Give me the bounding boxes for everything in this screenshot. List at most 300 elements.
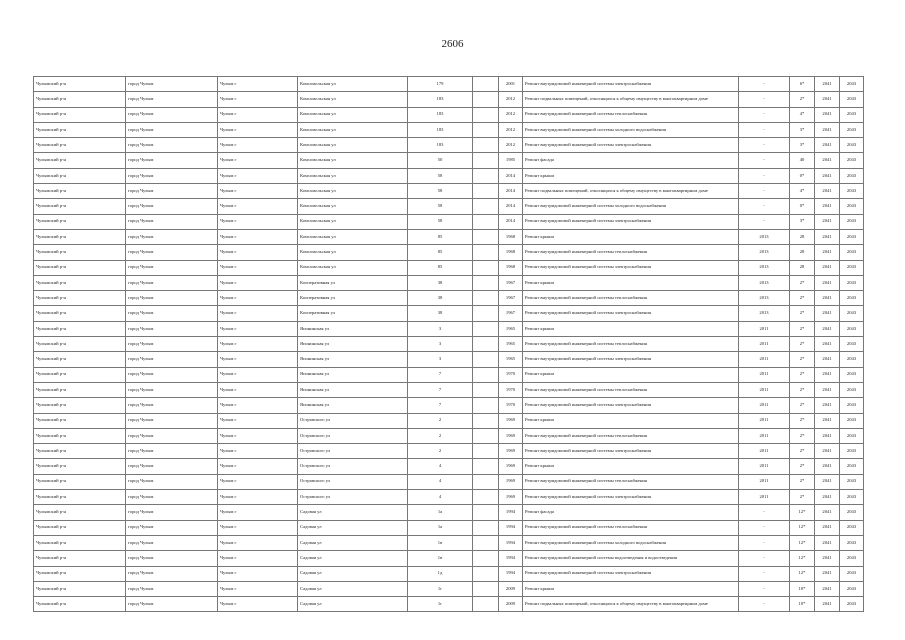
settlement-cell: город Чулым: [126, 199, 218, 214]
plan-start-cell: 2041: [815, 352, 840, 367]
locality-cell: Чулым г: [218, 291, 298, 306]
table-row: [34, 367, 864, 382]
district-cell: Чулымский р-н: [34, 122, 126, 137]
house-number-cell: 7: [408, 367, 473, 382]
district-cell: Чулымский р-н: [34, 551, 126, 566]
locality-cell: Чулым г: [218, 275, 298, 290]
district-cell: Чулымский р-н: [34, 199, 126, 214]
wear-cell: 2*: [790, 337, 815, 352]
plan-end-cell: 2043: [840, 92, 864, 107]
table-row: [34, 184, 864, 199]
plan-start-cell: 2041: [815, 505, 840, 520]
locality-cell: Чулым г: [218, 199, 298, 214]
street-cell: Японинская ул: [298, 352, 408, 367]
table-row: [34, 122, 864, 137]
work-type-cell: Ремонт крыши: [523, 229, 739, 244]
district-cell: Чулымский р-н: [34, 428, 126, 443]
table-row: [34, 566, 864, 581]
house-number-cell: 179: [408, 77, 473, 92]
empty-cell: [473, 275, 499, 290]
last-repair-year-cell: 2013: [739, 306, 790, 321]
settlement-cell: город Чулым: [126, 107, 218, 122]
work-type-cell: Ремонт внутридомовой инженерной системы теплоснабжения: [523, 291, 739, 306]
empty-cell: [473, 597, 499, 612]
district-cell: Чулымский р-н: [34, 597, 126, 612]
wear-cell: 2*: [790, 275, 815, 290]
house-number-cell: 58: [408, 199, 473, 214]
house-number-cell: 85: [408, 229, 473, 244]
settlement-cell: город Чулым: [126, 597, 218, 612]
wear-cell: 10*: [790, 597, 815, 612]
work-type-cell: Ремонт подвальных помещений, относящихся к общему имуществу в многоквартирном доме: [523, 184, 739, 199]
table-row: [34, 92, 864, 107]
settlement-cell: город Чулым: [126, 581, 218, 596]
house-number-cell: 1а: [408, 505, 473, 520]
plan-end-cell: 2043: [840, 352, 864, 367]
empty-cell: [473, 551, 499, 566]
table-row: [34, 597, 864, 612]
locality-cell: Чулым г: [218, 306, 298, 321]
house-number-cell: 1в: [408, 535, 473, 550]
wear-cell: 3*: [790, 214, 815, 229]
house-number-cell: 183: [408, 107, 473, 122]
plan-end-cell: 2043: [840, 490, 864, 505]
district-cell: Чулымский р-н: [34, 153, 126, 168]
table-row: [34, 275, 864, 290]
build-year-cell: 2014: [499, 184, 523, 199]
work-type-cell: Ремонт крыши: [523, 581, 739, 596]
empty-cell: [473, 474, 499, 489]
table-row: [34, 382, 864, 397]
table-row: [34, 229, 864, 244]
plan-start-cell: 2041: [815, 245, 840, 260]
plan-end-cell: 2043: [840, 535, 864, 550]
plan-start-cell: 2041: [815, 398, 840, 413]
work-type-cell: Ремонт внутридомовой инженерной системы теплоснабжения: [523, 107, 739, 122]
house-number-cell: 183: [408, 138, 473, 153]
plan-start-cell: 2041: [815, 107, 840, 122]
plan-start-cell: 2041: [815, 490, 840, 505]
last-repair-year-cell: 2011: [739, 474, 790, 489]
plan-start-cell: 2041: [815, 551, 840, 566]
house-number-cell: 38: [408, 275, 473, 290]
house-number-cell: 7: [408, 398, 473, 413]
build-year-cell: 1970: [499, 382, 523, 397]
settlement-cell: город Чулым: [126, 459, 218, 474]
wear-cell: 2*: [790, 413, 815, 428]
wear-cell: 6*: [790, 77, 815, 92]
table-row: [34, 428, 864, 443]
build-year-cell: 2001: [499, 77, 523, 92]
street-cell: Японинская ул: [298, 321, 408, 336]
build-year-cell: 2012: [499, 122, 523, 137]
plan-start-cell: 2041: [815, 229, 840, 244]
last-repair-year-cell: 2013: [739, 245, 790, 260]
house-number-cell: 50: [408, 153, 473, 168]
plan-end-cell: 2043: [840, 597, 864, 612]
last-repair-year-cell: -: [739, 138, 790, 153]
settlement-cell: город Чулым: [126, 92, 218, 107]
district-cell: Чулымский р-н: [34, 77, 126, 92]
street-cell: Комсомольская ул: [298, 229, 408, 244]
locality-cell: Чулым г: [218, 428, 298, 443]
empty-cell: [473, 535, 499, 550]
wear-cell: 4*: [790, 184, 815, 199]
wear-cell: 12*: [790, 505, 815, 520]
empty-cell: [473, 138, 499, 153]
work-type-cell: Ремонт внутридомовой инженерной системы электроснабжения: [523, 566, 739, 581]
table-row: [34, 413, 864, 428]
empty-cell: [473, 199, 499, 214]
district-cell: Чулымский р-н: [34, 490, 126, 505]
plan-end-cell: 2043: [840, 199, 864, 214]
locality-cell: Чулым г: [218, 214, 298, 229]
work-type-cell: Ремонт крыши: [523, 367, 739, 382]
work-type-cell: Ремонт крыши: [523, 459, 739, 474]
last-repair-year-cell: 2011: [739, 398, 790, 413]
wear-cell: 2*: [790, 398, 815, 413]
plan-start-cell: 2041: [815, 153, 840, 168]
locality-cell: Чулым г: [218, 490, 298, 505]
plan-start-cell: 2041: [815, 535, 840, 550]
locality-cell: Чулым г: [218, 382, 298, 397]
street-cell: Островского ул: [298, 490, 408, 505]
build-year-cell: 1994: [499, 520, 523, 535]
house-number-cell: 2: [408, 444, 473, 459]
district-cell: Чулымский р-н: [34, 229, 126, 244]
build-year-cell: 1970: [499, 367, 523, 382]
table-row: [34, 138, 864, 153]
last-repair-year-cell: 2011: [739, 444, 790, 459]
settlement-cell: город Чулым: [126, 229, 218, 244]
plan-start-cell: 2041: [815, 122, 840, 137]
settlement-cell: город Чулым: [126, 535, 218, 550]
empty-cell: [473, 153, 499, 168]
work-type-cell: Ремонт внутридомовой инженерной системы теплоснабжения: [523, 337, 739, 352]
wear-cell: 12*: [790, 551, 815, 566]
plan-end-cell: 2043: [840, 520, 864, 535]
wear-cell: 2*: [790, 428, 815, 443]
plan-start-cell: 2041: [815, 291, 840, 306]
district-cell: Чулымский р-н: [34, 352, 126, 367]
table-row: [34, 520, 864, 535]
empty-cell: [473, 337, 499, 352]
table-row: [34, 77, 864, 92]
empty-cell: [473, 229, 499, 244]
table-row: [34, 107, 864, 122]
empty-cell: [473, 444, 499, 459]
house-number-cell: 1д: [408, 566, 473, 581]
wear-cell: 12*: [790, 535, 815, 550]
plan-end-cell: 2043: [840, 214, 864, 229]
plan-end-cell: 2043: [840, 229, 864, 244]
plan-end-cell: 2043: [840, 566, 864, 581]
work-type-cell: Ремонт внутридомовой инженерной системы теплоснабжения: [523, 382, 739, 397]
house-number-cell: 58: [408, 214, 473, 229]
house-number-cell: 3: [408, 337, 473, 352]
build-year-cell: 1969: [499, 444, 523, 459]
house-number-cell: 58: [408, 184, 473, 199]
table-row: [34, 306, 864, 321]
house-number-cell: 1в: [408, 551, 473, 566]
wear-cell: 12*: [790, 566, 815, 581]
settlement-cell: город Чулым: [126, 260, 218, 275]
locality-cell: Чулым г: [218, 551, 298, 566]
house-number-cell: 3: [408, 352, 473, 367]
table-row: [34, 199, 864, 214]
last-repair-year-cell: -: [739, 581, 790, 596]
plan-end-cell: 2043: [840, 77, 864, 92]
work-type-cell: Ремонт внутридомовой инженерной системы электроснабжения: [523, 490, 739, 505]
plan-end-cell: 2043: [840, 245, 864, 260]
locality-cell: Чулым г: [218, 321, 298, 336]
empty-cell: [473, 214, 499, 229]
street-cell: Комсомольская ул: [298, 214, 408, 229]
last-repair-year-cell: -: [739, 597, 790, 612]
district-cell: Чулымский р-н: [34, 367, 126, 382]
empty-cell: [473, 245, 499, 260]
house-number-cell: 85: [408, 245, 473, 260]
street-cell: Островского ул: [298, 444, 408, 459]
district-cell: Чулымский р-н: [34, 92, 126, 107]
locality-cell: Чулым г: [218, 505, 298, 520]
locality-cell: Чулым г: [218, 474, 298, 489]
last-repair-year-cell: 2013: [739, 291, 790, 306]
last-repair-year-cell: 2011: [739, 413, 790, 428]
settlement-cell: город Чулым: [126, 184, 218, 199]
empty-cell: [473, 413, 499, 428]
house-number-cell: 1а: [408, 520, 473, 535]
locality-cell: Чулым г: [218, 352, 298, 367]
wear-cell: 28: [790, 229, 815, 244]
plan-end-cell: 2043: [840, 275, 864, 290]
table-row: [34, 581, 864, 596]
street-cell: Садовая ул: [298, 535, 408, 550]
district-cell: Чулымский р-н: [34, 382, 126, 397]
empty-cell: [473, 367, 499, 382]
work-type-cell: Ремонт подвальных помещений, относящихся к общему имуществу в многоквартирном доме: [523, 92, 739, 107]
empty-cell: [473, 77, 499, 92]
empty-cell: [473, 490, 499, 505]
plan-end-cell: 2043: [840, 321, 864, 336]
plan-end-cell: 2043: [840, 260, 864, 275]
empty-cell: [473, 520, 499, 535]
locality-cell: Чулым г: [218, 581, 298, 596]
plan-start-cell: 2041: [815, 168, 840, 183]
last-repair-year-cell: 2011: [739, 337, 790, 352]
street-cell: Японинская ул: [298, 382, 408, 397]
empty-cell: [473, 260, 499, 275]
street-cell: Комсомольская ул: [298, 77, 408, 92]
wear-cell: 28: [790, 245, 815, 260]
settlement-cell: город Чулым: [126, 214, 218, 229]
settlement-cell: город Чулым: [126, 275, 218, 290]
build-year-cell: 1969: [499, 459, 523, 474]
house-number-cell: 38: [408, 291, 473, 306]
empty-cell: [473, 122, 499, 137]
work-type-cell: Ремонт внутридомовой инженерной системы электроснабжения: [523, 398, 739, 413]
locality-cell: Чулым г: [218, 597, 298, 612]
build-year-cell: 1965: [499, 337, 523, 352]
empty-cell: [473, 382, 499, 397]
settlement-cell: город Чулым: [126, 428, 218, 443]
house-number-cell: 1г: [408, 597, 473, 612]
work-type-cell: Ремонт внутридомовой инженерной системы электроснабжения: [523, 138, 739, 153]
plan-start-cell: 2041: [815, 321, 840, 336]
empty-cell: [473, 92, 499, 107]
last-repair-year-cell: 2011: [739, 428, 790, 443]
settlement-cell: город Чулым: [126, 474, 218, 489]
plan-start-cell: 2041: [815, 428, 840, 443]
street-cell: Кооперативная ул: [298, 306, 408, 321]
plan-start-cell: 2041: [815, 520, 840, 535]
house-number-cell: 7: [408, 382, 473, 397]
district-cell: Чулымский р-н: [34, 138, 126, 153]
empty-cell: [473, 306, 499, 321]
house-number-cell: 2: [408, 413, 473, 428]
settlement-cell: город Чулым: [126, 398, 218, 413]
locality-cell: Чулым г: [218, 367, 298, 382]
plan-start-cell: 2041: [815, 566, 840, 581]
district-cell: Чулымский р-н: [34, 245, 126, 260]
plan-end-cell: 2043: [840, 138, 864, 153]
table-row: [34, 505, 864, 520]
last-repair-year-cell: -: [739, 168, 790, 183]
table-row: [34, 535, 864, 550]
street-cell: Комсомольская ул: [298, 107, 408, 122]
district-cell: Чулымский р-н: [34, 581, 126, 596]
build-year-cell: 1965: [499, 321, 523, 336]
wear-cell: 4*: [790, 107, 815, 122]
plan-end-cell: 2043: [840, 382, 864, 397]
locality-cell: Чулым г: [218, 520, 298, 535]
settlement-cell: город Чулым: [126, 490, 218, 505]
plan-end-cell: 2043: [840, 337, 864, 352]
wear-cell: 2*: [790, 291, 815, 306]
settlement-cell: город Чулым: [126, 337, 218, 352]
empty-cell: [473, 184, 499, 199]
work-type-cell: Ремонт крыши: [523, 321, 739, 336]
district-cell: Чулымский р-н: [34, 566, 126, 581]
work-type-cell: Ремонт внутридомовой инженерной системы теплоснабжения: [523, 245, 739, 260]
plan-end-cell: 2043: [840, 474, 864, 489]
street-cell: Комсомольская ул: [298, 184, 408, 199]
district-cell: Чулымский р-н: [34, 413, 126, 428]
plan-start-cell: 2041: [815, 214, 840, 229]
table-row: [34, 459, 864, 474]
last-repair-year-cell: -: [739, 92, 790, 107]
build-year-cell: 2014: [499, 199, 523, 214]
table-row: [34, 245, 864, 260]
plan-start-cell: 2041: [815, 199, 840, 214]
locality-cell: Чулым г: [218, 229, 298, 244]
build-year-cell: 1970: [499, 398, 523, 413]
locality-cell: Чулым г: [218, 413, 298, 428]
work-type-cell: Ремонт внутридомовой инженерной системы холодного водоснабжения: [523, 535, 739, 550]
settlement-cell: город Чулым: [126, 306, 218, 321]
settlement-cell: город Чулым: [126, 413, 218, 428]
empty-cell: [473, 168, 499, 183]
house-number-cell: 183: [408, 92, 473, 107]
work-type-cell: Ремонт фасада: [523, 153, 739, 168]
plan-start-cell: 2041: [815, 459, 840, 474]
settlement-cell: город Чулым: [126, 551, 218, 566]
wear-cell: 12*: [790, 520, 815, 535]
street-cell: Садовая ул: [298, 566, 408, 581]
district-cell: Чулымский р-н: [34, 184, 126, 199]
table-row: [34, 291, 864, 306]
work-type-cell: Ремонт внутридомовой инженерной системы электроснабжения: [523, 352, 739, 367]
last-repair-year-cell: -: [739, 566, 790, 581]
locality-cell: Чулым г: [218, 459, 298, 474]
street-cell: Комсомольская ул: [298, 168, 408, 183]
settlement-cell: город Чулым: [126, 505, 218, 520]
street-cell: Комсомольская ул: [298, 153, 408, 168]
last-repair-year-cell: -: [739, 535, 790, 550]
plan-end-cell: 2043: [840, 413, 864, 428]
plan-end-cell: 2043: [840, 505, 864, 520]
wear-cell: 0*: [790, 199, 815, 214]
last-repair-year-cell: 2013: [739, 275, 790, 290]
build-year-cell: 2012: [499, 92, 523, 107]
empty-cell: [473, 581, 499, 596]
house-number-cell: 58: [408, 168, 473, 183]
table-row: [34, 551, 864, 566]
locality-cell: Чулым г: [218, 138, 298, 153]
street-cell: Садовая ул: [298, 581, 408, 596]
district-cell: Чулымский р-н: [34, 505, 126, 520]
plan-end-cell: 2043: [840, 551, 864, 566]
plan-start-cell: 2041: [815, 444, 840, 459]
last-repair-year-cell: -: [739, 184, 790, 199]
wear-cell: 2*: [790, 490, 815, 505]
empty-cell: [473, 505, 499, 520]
house-number-cell: 2: [408, 428, 473, 443]
settlement-cell: город Чулым: [126, 520, 218, 535]
street-cell: Комсомольская ул: [298, 92, 408, 107]
last-repair-year-cell: -: [739, 77, 790, 92]
street-cell: Кооперативная ул: [298, 291, 408, 306]
street-cell: Комсомольская ул: [298, 245, 408, 260]
street-cell: Островского ул: [298, 459, 408, 474]
house-number-cell: 85: [408, 260, 473, 275]
street-cell: Садовая ул: [298, 505, 408, 520]
last-repair-year-cell: -: [739, 199, 790, 214]
work-type-cell: Ремонт внутридомовой инженерной системы электроснабжения: [523, 260, 739, 275]
wear-cell: 10*: [790, 581, 815, 596]
build-year-cell: 2014: [499, 168, 523, 183]
locality-cell: Чулым г: [218, 260, 298, 275]
plan-start-cell: 2041: [815, 382, 840, 397]
settlement-cell: город Чулым: [126, 444, 218, 459]
house-number-cell: 4: [408, 459, 473, 474]
plan-start-cell: 2041: [815, 92, 840, 107]
street-cell: Комсомольская ул: [298, 199, 408, 214]
table-row: [34, 352, 864, 367]
street-cell: Японинская ул: [298, 337, 408, 352]
district-cell: Чулымский р-н: [34, 535, 126, 550]
house-number-cell: 1г: [408, 581, 473, 596]
plan-end-cell: 2043: [840, 107, 864, 122]
work-type-cell: Ремонт внутридомовой инженерной системы холодного водоснабжения: [523, 122, 739, 137]
plan-end-cell: 2043: [840, 291, 864, 306]
plan-start-cell: 2041: [815, 581, 840, 596]
wear-cell: 2*: [790, 459, 815, 474]
build-year-cell: 1969: [499, 474, 523, 489]
locality-cell: Чулым г: [218, 77, 298, 92]
wear-cell: 2*: [790, 444, 815, 459]
work-type-cell: Ремонт внутридомовой инженерной системы электроснабжения: [523, 77, 739, 92]
